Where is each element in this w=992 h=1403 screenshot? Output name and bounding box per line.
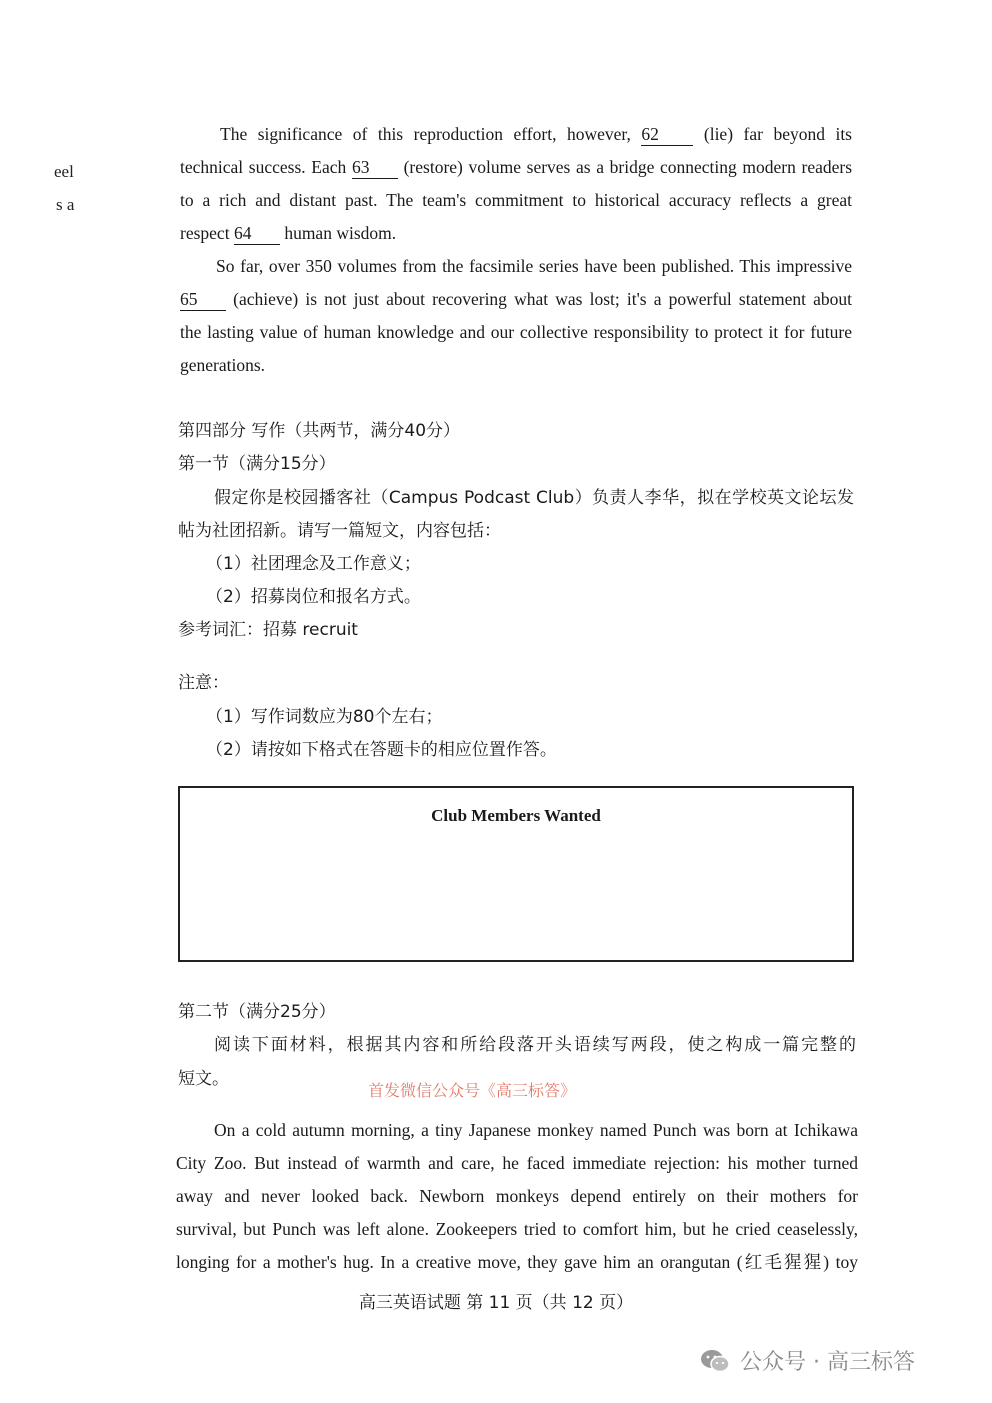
note-heading: 注意： bbox=[178, 673, 229, 693]
passage-line: respect 64 human wisdom. bbox=[180, 223, 397, 243]
part1-prompt-line: 假定你是校园播客社（Campus Podcast Club）负责人李华，拟在学校英文论坛发 bbox=[214, 488, 854, 508]
part2-prompt-line: 阅读下面材料，根据其内容和所给段落开头语续写两段，使之构成一篇完整的 bbox=[214, 1035, 856, 1055]
requirement-item: （1）社团理念及工作意义； bbox=[206, 554, 421, 574]
page-footer: 高三英语试题 第 11 页（共 12 页） bbox=[358, 1293, 634, 1313]
story-line: On a cold autumn morning, a tiny Japanese monkey named Punch was born at Ichikawa bbox=[214, 1120, 858, 1140]
passage-line: technical success. Each 63 (restore) volume serves as a bridge connecting modern readers bbox=[180, 157, 853, 177]
passage-line: The significance of this reproduction effort, however, 62 (lie) far beyond its bbox=[220, 124, 852, 144]
red-watermark: 首发微信公众号《高三标答》 bbox=[368, 1081, 577, 1100]
blank-63: 63 bbox=[352, 156, 398, 179]
answer-format-box bbox=[178, 786, 854, 962]
story-line: survival, but Punch was left alone. Zookeepers tried to comfort him, but he cried ceaselessly, bbox=[176, 1219, 858, 1239]
part1-heading: 第一节（满分15分） bbox=[178, 454, 336, 474]
passage-line: to a rich and distant past. The team's commitment to historical accuracy reflects a great bbox=[180, 190, 852, 210]
margin-fragment: eel bbox=[54, 162, 74, 181]
passage-paragraph-1 bbox=[180, 118, 852, 250]
wechat-icon bbox=[700, 1348, 730, 1374]
section-heading: 第四部分 写作（共两节，满分40分） bbox=[178, 421, 461, 441]
wechat-account-watermark bbox=[700, 1345, 915, 1376]
reference-vocabulary: 参考词汇：招募 recruit bbox=[178, 620, 358, 640]
passage-line: generations. bbox=[180, 355, 266, 375]
note-item: （1）写作词数应为80个左右； bbox=[206, 707, 443, 727]
story-line: away and never looked back. Newborn monkeys depend entirely on their mothers for bbox=[176, 1186, 858, 1206]
part1-prompt-line: 帖为社团招新。请写一篇短文，内容包括： bbox=[178, 521, 501, 541]
margin-fragment: s a bbox=[56, 195, 75, 214]
note-item: （2）请按如下格式在答题卡的相应位置作答。 bbox=[206, 740, 557, 760]
wechat-account-label: 公众号 · 高三标答 bbox=[740, 1350, 915, 1375]
requirement-item: （2）招募岗位和报名方式。 bbox=[206, 587, 421, 607]
blank-65: 65 bbox=[180, 288, 226, 311]
story-paragraph bbox=[176, 1114, 858, 1279]
part2-heading: 第二节（满分25分） bbox=[178, 1002, 336, 1022]
passage-line: 65 (achieve) is not just about recovering what was lost; it's a powerful statement about bbox=[180, 289, 852, 309]
blank-64: 64 bbox=[234, 222, 280, 245]
passage-line: So far, over 350 volumes from the facsimile series have been published. This impressive bbox=[216, 256, 852, 276]
blank-62: 62 bbox=[641, 123, 693, 146]
part2-prompt-line: 短文。 bbox=[178, 1069, 229, 1089]
story-line: City Zoo. But instead of warmth and care, he faced immediate rejection: his mother turned bbox=[176, 1153, 858, 1173]
passage-line: the lasting value of human knowledge and our collective responsibility to protect it for future bbox=[180, 322, 852, 342]
answer-box-title: Club Members Wanted bbox=[431, 806, 601, 825]
story-line: longing for a mother's hug. In a creative move, they gave him an orangutan (红毛猩猩) toy bbox=[176, 1252, 858, 1272]
passage-paragraph-2 bbox=[180, 250, 852, 382]
